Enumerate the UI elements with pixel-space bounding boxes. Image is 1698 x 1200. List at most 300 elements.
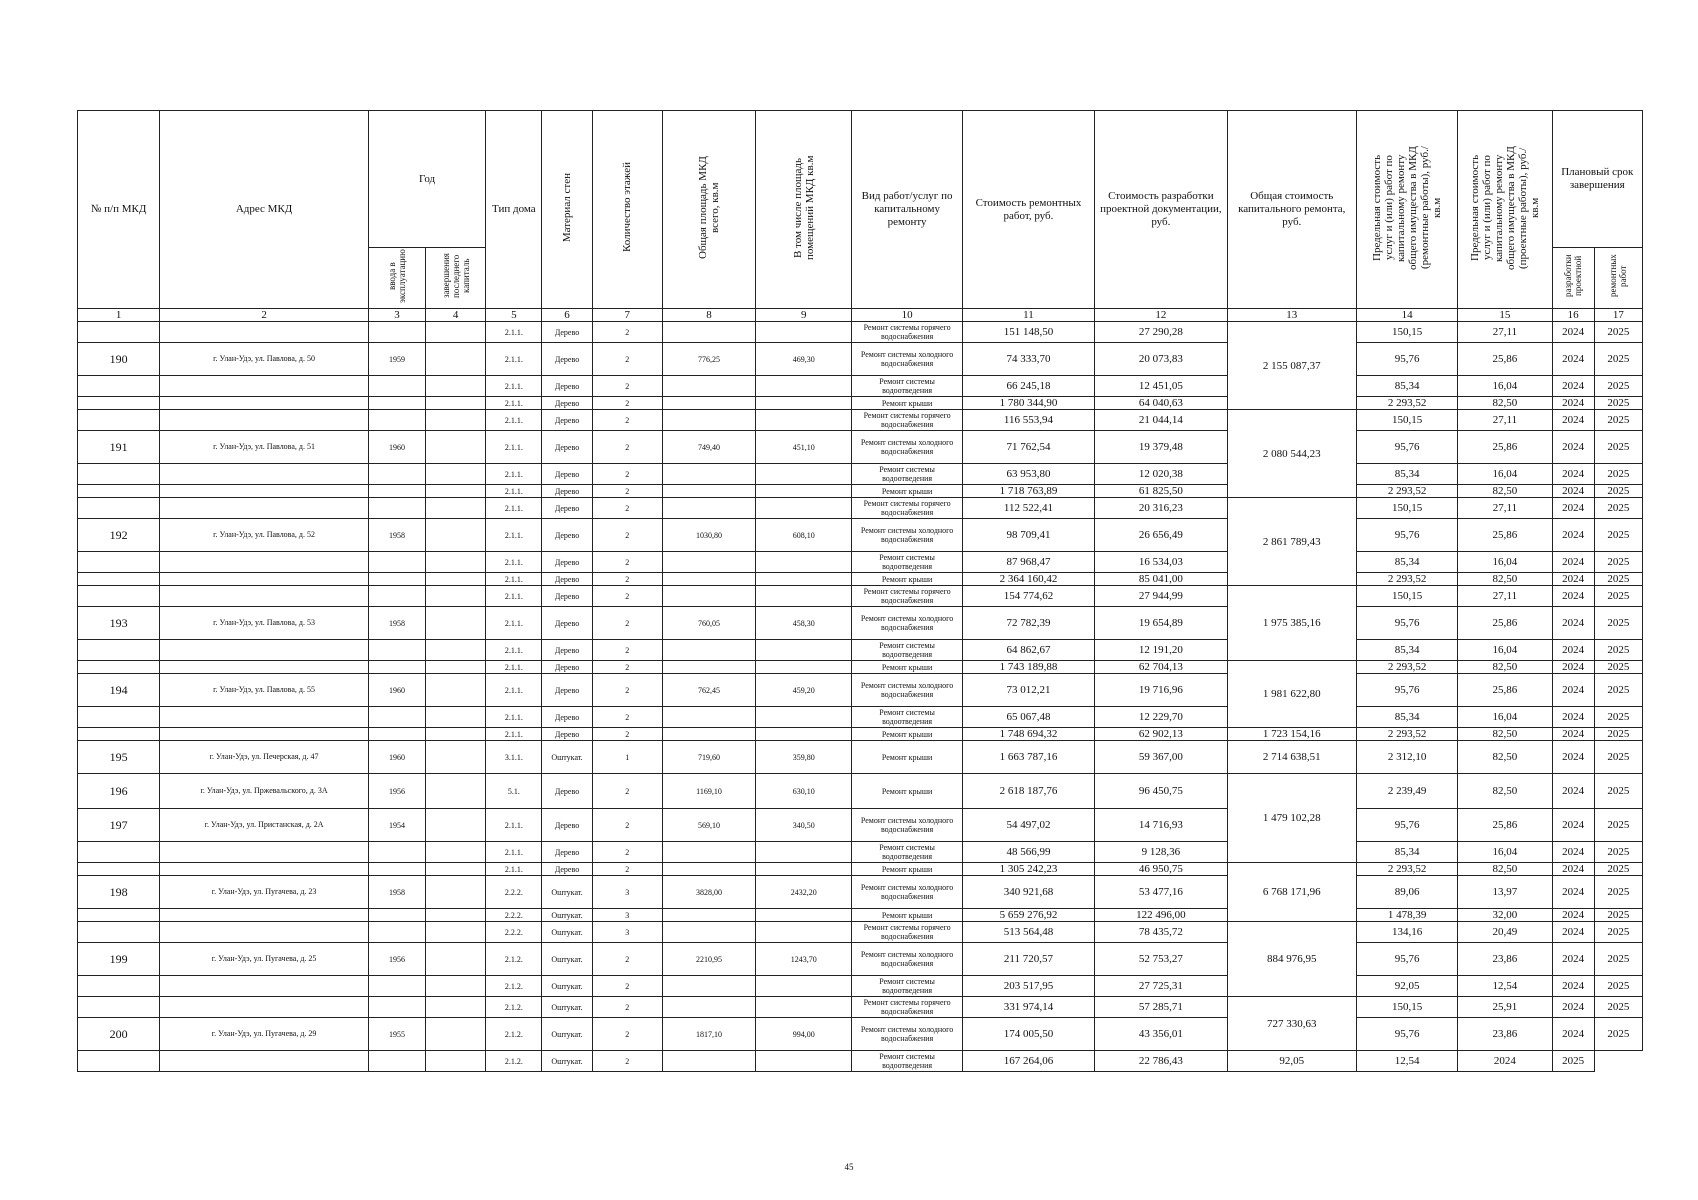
table-row — [78, 640, 1643, 661]
repair-deadline-year: 2025 — [1594, 876, 1642, 909]
work-type: Ремонт системы водоотведения — [852, 1051, 962, 1072]
last-repair-year — [426, 943, 486, 976]
last-repair-year — [426, 997, 486, 1018]
design-deadline-year: 2024 — [1552, 922, 1594, 943]
last-repair-year — [426, 376, 486, 397]
repair-cost: 65 067,48 — [962, 707, 1094, 728]
limit-design-cost: 16,04 — [1458, 552, 1552, 573]
design-cost: 46 950,75 — [1095, 863, 1227, 876]
limit-repair-cost: 1 478,39 — [1356, 909, 1457, 922]
repair-deadline-year: 2025 — [1594, 909, 1642, 922]
column-number: 14 — [1356, 309, 1457, 322]
limit-repair-cost: 2 293,52 — [1356, 728, 1457, 741]
limit-repair-cost: 150,15 — [1356, 410, 1457, 431]
building-address: г. Улан-Удэ, ул. Павлова, д. 55 — [160, 674, 369, 707]
design-deadline-year: 2024 — [1552, 485, 1594, 498]
premises-area — [756, 922, 852, 943]
repair-cost: 1 663 787,16 — [962, 741, 1094, 774]
table-row — [78, 607, 1643, 640]
total-area — [662, 464, 755, 485]
repair-cost: 1 718 763,89 — [962, 485, 1094, 498]
limit-repair-cost: 2 293,52 — [1356, 485, 1457, 498]
building-address: г. Улан-Удэ, ул. Павлова, д. 50 — [160, 343, 369, 376]
commission-year — [368, 909, 425, 922]
design-cost: 52 753,27 — [1095, 943, 1227, 976]
wall-material: Дерево — [542, 674, 592, 707]
work-type: Ремонт системы водоотведения — [852, 707, 962, 728]
premises-area — [756, 498, 852, 519]
building-address — [160, 728, 369, 741]
building-address — [160, 397, 369, 410]
last-repair-year — [426, 876, 486, 909]
total-cost: 2 714 638,51 — [1227, 741, 1356, 774]
building-number: 200 — [78, 1018, 160, 1051]
col-header-design-cost: Стоимость разработки проектной документации, руб. — [1095, 111, 1227, 309]
floor-count: 3 — [592, 876, 662, 909]
col-header-design-deadline: разработки проектной — [1552, 248, 1594, 309]
commission-year — [368, 376, 425, 397]
floor-count: 2 — [592, 809, 662, 842]
table-row — [78, 863, 1643, 876]
wall-material: Оштукат. — [542, 922, 592, 943]
last-repair-year — [426, 431, 486, 464]
building-address: г. Улан-Удэ, ул. Пугачева, д. 25 — [160, 943, 369, 976]
design-deadline-year: 2024 — [1552, 640, 1594, 661]
house-type: 2.1.1. — [486, 586, 542, 607]
floor-count: 2 — [592, 863, 662, 876]
limit-repair-cost: 85,34 — [1356, 464, 1457, 485]
design-cost: 19 654,89 — [1095, 607, 1227, 640]
limit-design-cost: 82,50 — [1458, 397, 1552, 410]
premises-area — [756, 397, 852, 410]
repair-cost: 112 522,41 — [962, 498, 1094, 519]
repair-deadline-year: 2025 — [1594, 943, 1642, 976]
work-type: Ремонт крыши — [852, 863, 962, 876]
premises-area: 608,10 — [756, 519, 852, 552]
commission-year: 1956 — [368, 943, 425, 976]
limit-repair-cost: 150,15 — [1356, 498, 1457, 519]
wall-material: Дерево — [542, 485, 592, 498]
premises-area — [756, 552, 852, 573]
building-number: 197 — [78, 809, 160, 842]
commission-year — [368, 640, 425, 661]
floor-count: 2 — [592, 997, 662, 1018]
limit-design-cost: 12,54 — [1356, 1051, 1457, 1072]
commission-year — [368, 997, 425, 1018]
repair-deadline-year: 2025 — [1552, 1051, 1594, 1072]
work-type: Ремонт системы холодного водоснабжения — [852, 809, 962, 842]
limit-design-cost: 16,04 — [1458, 842, 1552, 863]
last-repair-year — [426, 976, 486, 997]
wall-material: Дерево — [542, 774, 592, 809]
building-address: г. Улан-Удэ, ул. Пржевальского, д. 3А — [160, 774, 369, 809]
wall-material: Оштукат. — [542, 1018, 592, 1051]
total-area: 719,60 — [662, 741, 755, 774]
building-address — [160, 573, 369, 586]
col-header-premises-area: В том числе площадь помещений МКД кв.м — [756, 111, 852, 309]
wall-material: Дерево — [542, 728, 592, 741]
building-address: г. Улан-Удэ, ул. Павлова, д. 51 — [160, 431, 369, 464]
premises-area — [756, 707, 852, 728]
col-header-total-area: Общая площадь МКД всего, кв.м — [662, 111, 755, 309]
last-repair-year — [426, 1018, 486, 1051]
limit-repair-cost: 134,16 — [1356, 922, 1457, 943]
column-number: 9 — [756, 309, 852, 322]
table-row — [78, 397, 1643, 410]
repair-deadline-year: 2025 — [1594, 322, 1642, 343]
building-address — [160, 485, 369, 498]
house-type: 5.1. — [486, 774, 542, 809]
limit-design-cost: 27,11 — [1458, 322, 1552, 343]
total-area: 2210,95 — [662, 943, 755, 976]
building-address — [160, 997, 369, 1018]
commission-year — [368, 464, 425, 485]
building-address — [160, 707, 369, 728]
total-area — [662, 661, 755, 674]
building-number — [78, 464, 160, 485]
limit-repair-cost: 2 293,52 — [1356, 863, 1457, 876]
total-cost: 727 330,63 — [1227, 997, 1356, 1051]
work-type: Ремонт крыши — [852, 661, 962, 674]
building-number — [78, 997, 160, 1018]
design-cost: 16 534,03 — [1095, 552, 1227, 573]
commission-year: 1955 — [368, 1018, 425, 1051]
design-deadline-year: 2024 — [1552, 397, 1594, 410]
design-cost: 62 902,13 — [1095, 728, 1227, 741]
floor-count: 3 — [592, 909, 662, 922]
table-row — [78, 774, 1643, 809]
building-number — [78, 640, 160, 661]
house-type: 2.1.1. — [486, 607, 542, 640]
design-cost: 14 716,93 — [1095, 809, 1227, 842]
work-type: Ремонт системы горячего водоснабжения — [852, 586, 962, 607]
column-number-row — [78, 309, 1643, 322]
repair-deadline-year: 2025 — [1594, 997, 1642, 1018]
last-repair-year — [426, 397, 486, 410]
building-address: г. Улан-Удэ, ул. Пугачева, д. 23 — [160, 876, 369, 909]
total-area — [662, 842, 755, 863]
commission-year — [368, 322, 425, 343]
col-header-year: Год — [368, 111, 485, 248]
column-number: 17 — [1594, 309, 1642, 322]
repair-cost: 54 497,02 — [962, 809, 1094, 842]
design-cost: 20 073,83 — [1095, 343, 1227, 376]
premises-area — [756, 376, 852, 397]
wall-material: Дерево — [542, 607, 592, 640]
house-type: 2.1.1. — [486, 842, 542, 863]
work-type: Ремонт крыши — [852, 741, 962, 774]
repair-cost: 71 762,54 — [962, 431, 1094, 464]
building-number — [78, 661, 160, 674]
design-deadline-year: 2024 — [1552, 464, 1594, 485]
last-repair-year — [426, 586, 486, 607]
design-deadline-year: 2024 — [1552, 909, 1594, 922]
building-number — [78, 1051, 160, 1072]
limit-repair-cost: 95,76 — [1356, 519, 1457, 552]
design-cost: 57 285,71 — [1095, 997, 1227, 1018]
wall-material: Дерево — [542, 707, 592, 728]
limit-repair-cost: 89,06 — [1356, 876, 1457, 909]
repair-deadline-year: 2025 — [1594, 809, 1642, 842]
floor-count: 2 — [592, 728, 662, 741]
house-type: 2.1.1. — [486, 640, 542, 661]
last-repair-year — [426, 741, 486, 774]
last-repair-year — [426, 464, 486, 485]
design-deadline-year: 2024 — [1552, 809, 1594, 842]
total-area: 1169,10 — [662, 774, 755, 809]
total-area — [662, 863, 755, 876]
limit-design-cost: 20,49 — [1458, 922, 1552, 943]
building-number — [78, 586, 160, 607]
limit-repair-cost: 95,76 — [1356, 674, 1457, 707]
work-type: Ремонт системы холодного водоснабжения — [852, 607, 962, 640]
floor-count: 2 — [592, 842, 662, 863]
commission-year — [368, 1051, 425, 1072]
design-deadline-year: 2024 — [1552, 498, 1594, 519]
premises-area — [756, 997, 852, 1018]
repair-cost: 1 743 189,88 — [962, 661, 1094, 674]
premises-area: 2432,20 — [756, 876, 852, 909]
work-type: Ремонт крыши — [852, 774, 962, 809]
repair-deadline-year: 2025 — [1594, 397, 1642, 410]
design-deadline-year: 2024 — [1552, 322, 1594, 343]
premises-area: 1243,70 — [756, 943, 852, 976]
total-area: 762,45 — [662, 674, 755, 707]
limit-repair-cost: 2 312,10 — [1356, 741, 1457, 774]
repair-cost: 74 333,70 — [962, 343, 1094, 376]
total-cost: 1 981 622,80 — [1227, 661, 1356, 728]
premises-area: 359,80 — [756, 741, 852, 774]
total-area — [662, 410, 755, 431]
last-repair-year — [426, 607, 486, 640]
limit-repair-cost: 85,34 — [1356, 707, 1457, 728]
building-address — [160, 863, 369, 876]
limit-design-cost: 16,04 — [1458, 464, 1552, 485]
limit-design-cost: 13,97 — [1458, 876, 1552, 909]
house-type: 2.1.1. — [486, 322, 542, 343]
work-type: Ремонт системы водоотведения — [852, 640, 962, 661]
wall-material: Дерево — [542, 640, 592, 661]
limit-design-cost: 82,50 — [1458, 661, 1552, 674]
column-number: 11 — [962, 309, 1094, 322]
house-type: 2.1.1. — [486, 498, 542, 519]
design-cost: 20 316,23 — [1095, 498, 1227, 519]
limit-repair-cost: 85,34 — [1356, 842, 1457, 863]
limit-repair-cost: 85,34 — [1356, 552, 1457, 573]
table-row — [78, 922, 1643, 943]
column-number: 12 — [1095, 309, 1227, 322]
repair-cost: 151 148,50 — [962, 322, 1094, 343]
total-area — [662, 586, 755, 607]
wall-material: Оштукат. — [542, 976, 592, 997]
building-address — [160, 498, 369, 519]
house-type: 2.1.2. — [486, 1051, 542, 1072]
commission-year — [368, 842, 425, 863]
repair-cost: 1 780 344,90 — [962, 397, 1094, 410]
premises-area — [756, 1051, 852, 1072]
column-number: 1 — [78, 309, 160, 322]
floor-count: 2 — [592, 1051, 662, 1072]
wall-material: Оштукат. — [542, 943, 592, 976]
repair-cost: 167 264,06 — [962, 1051, 1094, 1072]
house-type: 2.1.1. — [486, 376, 542, 397]
design-cost: 62 704,13 — [1095, 661, 1227, 674]
wall-material: Дерево — [542, 842, 592, 863]
building-number: 190 — [78, 343, 160, 376]
table-row — [78, 876, 1643, 909]
work-type: Ремонт системы горячего водоснабжения — [852, 410, 962, 431]
total-area — [662, 322, 755, 343]
last-repair-year — [426, 809, 486, 842]
design-cost: 27 944,99 — [1095, 586, 1227, 607]
repair-cost: 340 921,68 — [962, 876, 1094, 909]
wall-material: Оштукат. — [542, 876, 592, 909]
building-address — [160, 640, 369, 661]
design-cost: 21 044,14 — [1095, 410, 1227, 431]
building-number — [78, 707, 160, 728]
premises-area — [756, 322, 852, 343]
building-number — [78, 728, 160, 741]
last-repair-year — [426, 728, 486, 741]
repair-deadline-year: 2025 — [1594, 661, 1642, 674]
repair-cost: 72 782,39 — [962, 607, 1094, 640]
building-number — [78, 922, 160, 943]
design-deadline-year: 2024 — [1552, 674, 1594, 707]
design-deadline-year: 2024 — [1552, 997, 1594, 1018]
limit-repair-cost: 92,05 — [1356, 976, 1457, 997]
repair-deadline-year: 2025 — [1594, 519, 1642, 552]
design-deadline-year: 2024 — [1552, 410, 1594, 431]
building-address — [160, 464, 369, 485]
commission-year: 1960 — [368, 431, 425, 464]
floor-count: 2 — [592, 674, 662, 707]
limit-design-cost: 82,50 — [1458, 774, 1552, 809]
commission-year — [368, 397, 425, 410]
house-type: 2.1.1. — [486, 519, 542, 552]
work-type: Ремонт системы холодного водоснабжения — [852, 343, 962, 376]
house-type: 2.1.1. — [486, 728, 542, 741]
premises-area — [756, 728, 852, 741]
limit-design-cost: 27,11 — [1458, 586, 1552, 607]
building-address — [160, 376, 369, 397]
design-deadline-year: 2024 — [1552, 842, 1594, 863]
wall-material: Дерево — [542, 586, 592, 607]
design-cost: 78 435,72 — [1095, 922, 1227, 943]
building-number — [78, 909, 160, 922]
design-cost: 27 725,31 — [1095, 976, 1227, 997]
wall-material: Дерево — [542, 431, 592, 464]
building-address: г. Улан-Удэ, ул. Павлова, д. 53 — [160, 607, 369, 640]
design-deadline-year: 2024 — [1552, 876, 1594, 909]
floor-count: 2 — [592, 431, 662, 464]
limit-design-cost: 25,86 — [1458, 809, 1552, 842]
repair-deadline-year: 2025 — [1594, 376, 1642, 397]
commission-year — [368, 573, 425, 586]
building-number — [78, 573, 160, 586]
repair-deadline-year: 2025 — [1594, 863, 1642, 876]
column-number: 16 — [1552, 309, 1594, 322]
repair-cost: 211 720,57 — [962, 943, 1094, 976]
floor-count: 2 — [592, 607, 662, 640]
col-header-wall-material: Материал стен — [542, 111, 592, 309]
floor-count: 2 — [592, 410, 662, 431]
repair-deadline-year: 2025 — [1594, 498, 1642, 519]
commission-year — [368, 863, 425, 876]
table-row — [78, 586, 1643, 607]
premises-area — [756, 661, 852, 674]
limit-design-cost: 82,50 — [1458, 863, 1552, 876]
col-header-work-type: Вид работ/услуг по капитальному ремонту — [852, 111, 962, 309]
design-deadline-year: 2024 — [1552, 976, 1594, 997]
table-row — [78, 322, 1643, 343]
limit-design-cost: 25,91 — [1458, 997, 1552, 1018]
last-repair-year — [426, 410, 486, 431]
building-number: 193 — [78, 607, 160, 640]
repair-deadline-year: 2025 — [1594, 586, 1642, 607]
total-cost: 6 768 171,96 — [1227, 863, 1356, 922]
table-row — [78, 909, 1643, 922]
design-cost: 26 656,49 — [1095, 519, 1227, 552]
limit-repair-cost: 2 293,52 — [1356, 573, 1457, 586]
last-repair-year — [426, 842, 486, 863]
house-type: 2.1.2. — [486, 997, 542, 1018]
house-type: 2.1.2. — [486, 976, 542, 997]
floor-count: 2 — [592, 640, 662, 661]
premises-area — [756, 464, 852, 485]
floor-count: 2 — [592, 707, 662, 728]
repair-cost: 331 974,14 — [962, 997, 1094, 1018]
house-type: 2.1.1. — [486, 552, 542, 573]
design-cost: 19 716,96 — [1095, 674, 1227, 707]
last-repair-year — [426, 1051, 486, 1072]
commission-year — [368, 707, 425, 728]
design-deadline-year: 2024 — [1552, 943, 1594, 976]
table-row — [78, 1051, 1643, 1072]
column-number: 3 — [368, 309, 425, 322]
repair-cost: 2 364 160,42 — [962, 573, 1094, 586]
table-row — [78, 431, 1643, 464]
building-address: г. Улан-Удэ, ул. Печерская, д. 47 — [160, 741, 369, 774]
total-area: 1030,80 — [662, 519, 755, 552]
repair-deadline-year: 2025 — [1594, 640, 1642, 661]
floor-count: 2 — [592, 586, 662, 607]
house-type: 2.2.2. — [486, 922, 542, 943]
building-address — [160, 586, 369, 607]
floor-count: 2 — [592, 376, 662, 397]
building-number: 194 — [78, 674, 160, 707]
table-row — [78, 976, 1643, 997]
repair-deadline-year: 2025 — [1594, 728, 1642, 741]
design-deadline-year: 2024 — [1552, 586, 1594, 607]
table-row — [78, 674, 1643, 707]
commission-year — [368, 485, 425, 498]
house-type: 2.1.1. — [486, 343, 542, 376]
design-cost: 64 040,63 — [1095, 397, 1227, 410]
column-number: 6 — [542, 309, 592, 322]
column-number: 13 — [1227, 309, 1356, 322]
floor-count: 2 — [592, 661, 662, 674]
commission-year — [368, 552, 425, 573]
total-area — [662, 640, 755, 661]
design-deadline-year: 2024 — [1552, 741, 1594, 774]
table-row — [78, 376, 1643, 397]
design-cost: 12 191,20 — [1095, 640, 1227, 661]
house-type: 2.1.1. — [486, 674, 542, 707]
repair-deadline-year: 2025 — [1594, 431, 1642, 464]
house-type: 3.1.1. — [486, 741, 542, 774]
work-type: Ремонт системы холодного водоснабжения — [852, 943, 962, 976]
limit-repair-cost: 85,34 — [1356, 376, 1457, 397]
